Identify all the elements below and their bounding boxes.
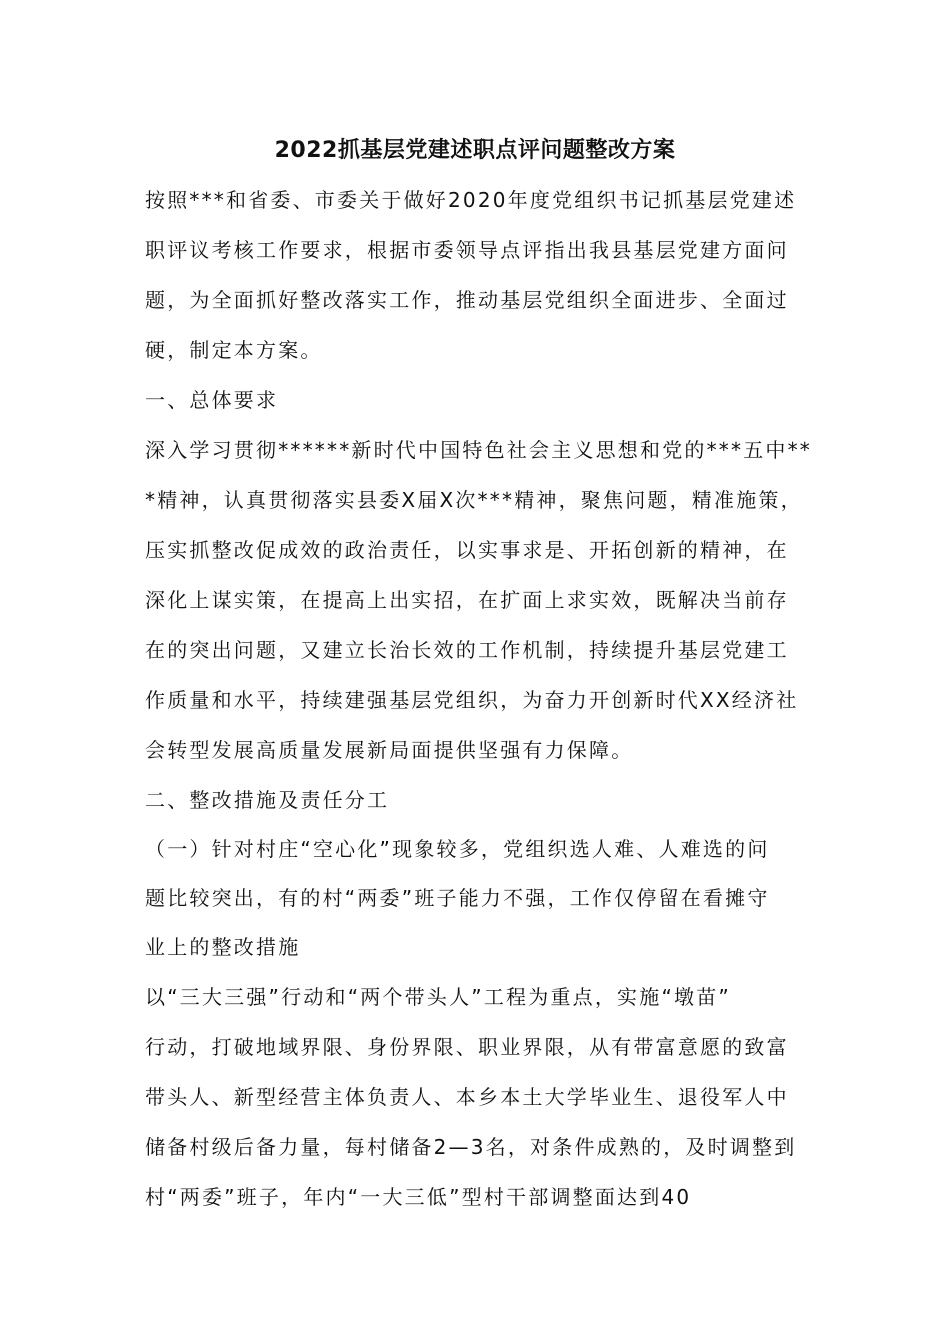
body-line: 职评议考核工作要求，根据市委领导点评指出我县基层党建方面问 xyxy=(145,238,789,262)
body-line: 题比较突出，有的村“两委”班子能力不强，工作仅停留在看摊守 xyxy=(145,886,770,910)
body-line: 在的突出问题，又建立长治长效的工作机制，持续提升基层党建工 xyxy=(145,638,789,662)
body-line: 深化上谋实策，在提高上出实招，在扩面上求实效，既解决当前存 xyxy=(145,588,789,612)
body-line: *精神，认真贯彻落实县委X届X次***精神，聚焦问题，精准施策， xyxy=(145,488,803,512)
body-line: 深入学习贯彻******新时代中国特色社会主义思想和党的***五中** xyxy=(145,438,812,462)
body-line: 村“两委”班子，年内“一大三低”型村干部调整面达到40 xyxy=(145,1185,692,1209)
body-line: 业上的整改措施 xyxy=(145,935,301,959)
body-line: 压实抓整改促成效的政治责任，以实事求是、开拓创新的精神，在 xyxy=(145,538,789,562)
body-line: 行动，打破地域界限、身份界限、职业界限，从有带富意愿的致富 xyxy=(145,1035,789,1059)
body-line: 储备村级后备力量，每村储备2—3名，对条件成熟的，及时调整到 xyxy=(145,1135,797,1159)
body-line: 硬，制定本方案。 xyxy=(145,338,323,362)
body-line: 以“三大三强”行动和“两个带头人”工程为重点，实施“墩苗” xyxy=(145,985,731,1009)
body-line: 题，为全面抓好整改落实工作，推动基层党组织全面进步、全面过 xyxy=(145,288,789,312)
body-line: 按照***和省委、市委关于做好2020年度党组织书记抓基层党建述 xyxy=(145,188,797,212)
body-line: 带头人、新型经营主体负责人、本乡本土大学毕业生、退役军人中 xyxy=(145,1085,789,1109)
body-line: 会转型发展高质量发展新局面提供坚强有力保障。 xyxy=(145,738,634,762)
body-line: （一）针对村庄“空心化”现象较多，党组织选人难、人难选的问 xyxy=(145,837,770,861)
section-heading: 二、整改措施及责任分工 xyxy=(145,788,390,812)
body-line: 作质量和水平，持续建强基层党组织，为奋力开创新时代XX经济社 xyxy=(145,688,799,712)
document-title: 2022抓基层党建述职点评问题整改方案 xyxy=(274,138,676,163)
section-heading: 一、总体要求 xyxy=(145,388,279,412)
